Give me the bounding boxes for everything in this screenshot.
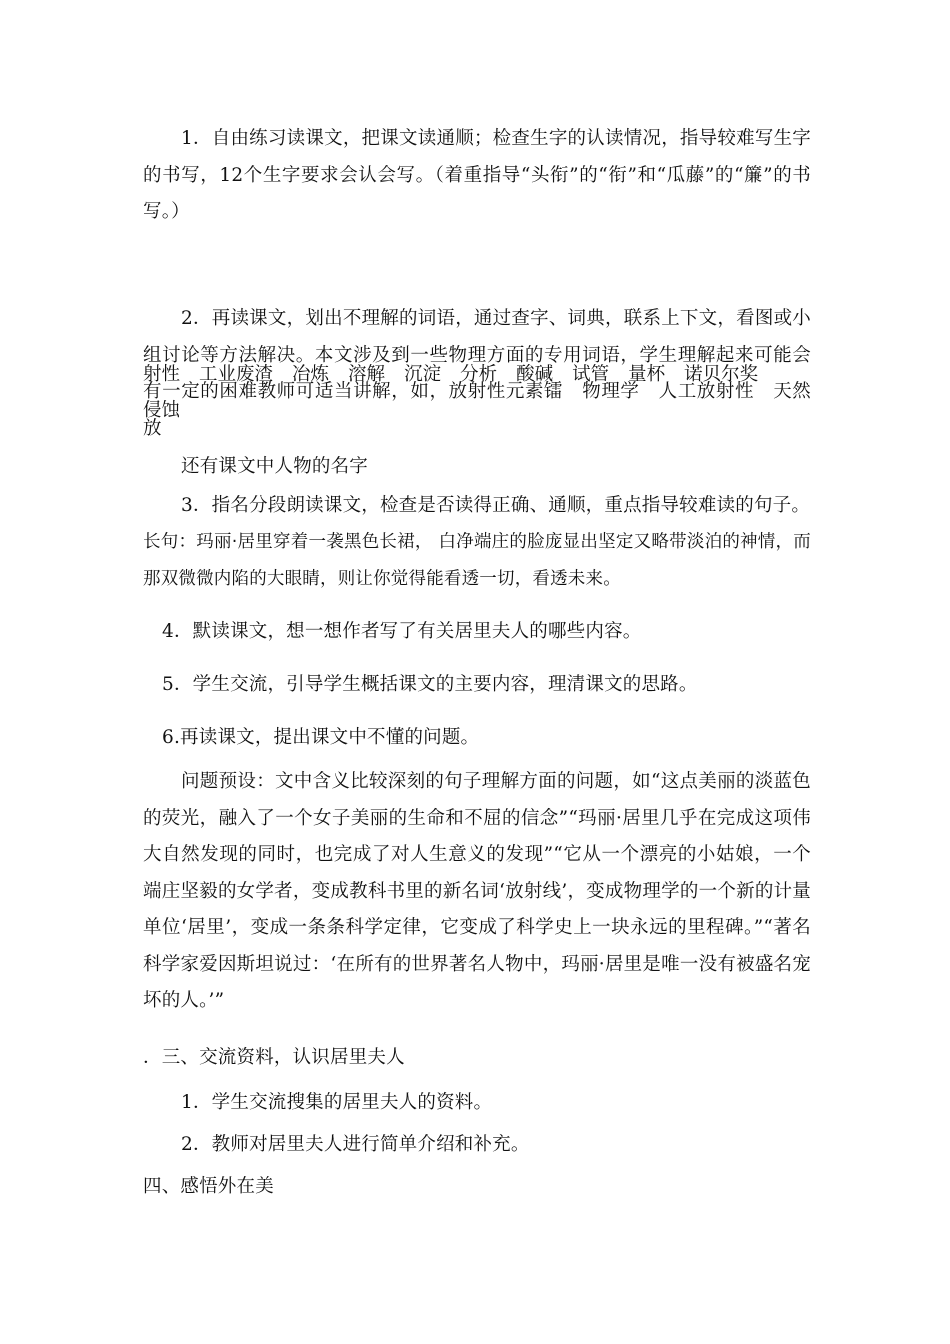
paragraph-long-sentence: 长句：玛丽·居里穿着一袭黑色长裙， 白净端庄的脸庞显出坚定又略带淡泊的神情，而那双微微内陷的大眼睛，则让你觉得能看透一切，看透未来。 xyxy=(143,532,811,589)
term-item: 沉淀 xyxy=(404,364,442,385)
paragraph-step-3: 3．指名分段朗读课文，检查是否读得正确、通顺，重点指导较难读的句子。 xyxy=(181,495,811,516)
paragraph-character-names: 还有课文中人物的名字 xyxy=(181,456,369,477)
term-item: 射性 xyxy=(143,364,181,385)
terms-list xyxy=(143,357,811,394)
term-item: 冶炼 xyxy=(292,364,330,385)
paragraph-step-5: 5．学生交流，引导学生概括课文的主要内容，理清课文的思路。 xyxy=(162,674,698,695)
term-item: 诺贝尔奖 xyxy=(684,364,759,385)
paragraph-section3-item-2: 2．教师对居里夫人进行简单介绍和补充。 xyxy=(181,1134,530,1155)
terms-list-continued xyxy=(143,393,811,430)
paragraph-section3-item-1: 1．学生交流搜集的居里夫人的资料。 xyxy=(181,1092,493,1113)
term-item: 分析 xyxy=(460,364,498,385)
term-item: 工业废渣 xyxy=(199,364,274,385)
term-item: 侵蚀 xyxy=(143,400,181,421)
paragraph-question-preset: 问题预设：文中含义比较深刻的句子理解方面的问题，如“这点美丽的淡蓝色的荧光，融入了一个女子美丽的生命和不屈的信念”“玛丽·居里几乎在完成这项伟大自然发现的同时，也完成了对人生意义的发现”“它从一个漂亮的小姑娘，一个端庄坚毅的女学者，变成教科书里的新名词‘放射线’，变成物理学的一个新的计量单位‘居里’，变成一条条科学定律，它变成了科学史上一块永远的里程碑。”“著名科学家爱因斯坦说过：‘在所有的世界著名人物中，玛丽·居里是唯一没有被盛名宠坏的人。’” xyxy=(143,771,811,1011)
paragraph-step-2: 2．再读课文，划出不理解的词语，通过查字、词典，联系上下文，看图或小组讨论等方法解决。本文涉及到一些物理方面的专用词语，学生理解起来可能会有一定的困难教师可适当讲解，如，放射性元素镭 物理学 人工放射性 天然放 xyxy=(143,308,811,439)
term-item: 量杯 xyxy=(628,364,666,385)
paragraph-step-4: 4．默读课文，想一想作者写了有关居里夫人的哪些内容。 xyxy=(162,621,642,642)
term-item: 酸碱 xyxy=(516,364,554,385)
term-item: 溶解 xyxy=(348,364,386,385)
paragraph-step-1: 1．自由练习读课文，把课文读通顺；检查生字的认读情况，指导较难写生字的书写，12个生字要求会认会写。（着重指导“头衔”的“衔”和“瓜藤”的“簾”的书写。） xyxy=(143,128,811,222)
section-heading-3: ．三、交流资料，认识居里夫人 xyxy=(143,1047,405,1068)
section-heading-4: 四、感悟外在美 xyxy=(143,1176,274,1197)
paragraph-step-6: 6.再读课文，提出课文中不懂的问题。 xyxy=(162,727,480,748)
term-item: 试管 xyxy=(572,364,610,385)
